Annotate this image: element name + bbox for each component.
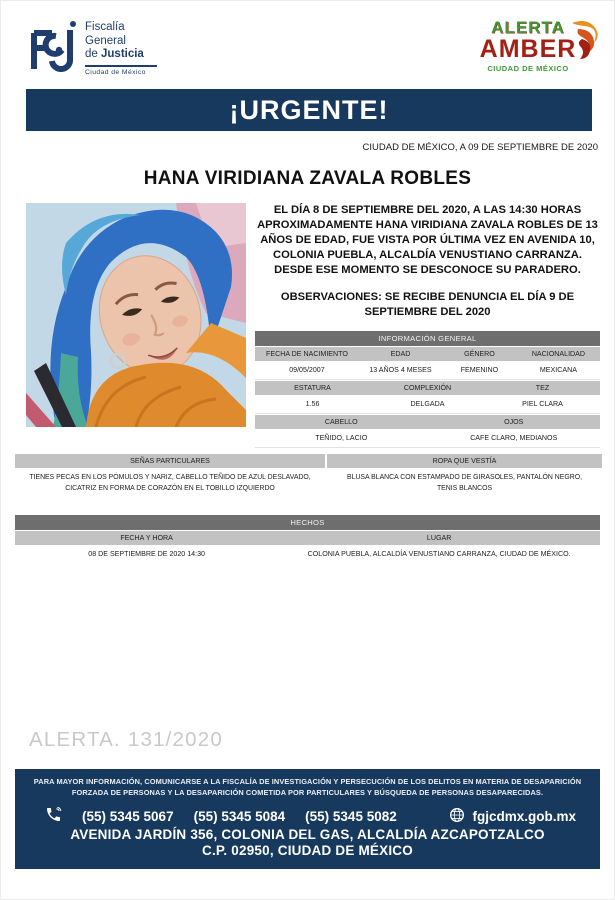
main-row [26, 203, 600, 448]
footer-address-line2: C.P. 02950, CIUDAD DE MÉXICO [202, 843, 413, 859]
amber-city-text: CIUDAD DE MÉXICO [487, 64, 569, 73]
fgj-line2: General [85, 34, 126, 47]
label-tez: TEZ [485, 380, 600, 396]
informacion-general-title: INFORMACIÓN GENERAL [255, 331, 600, 346]
label-edad: EDAD [359, 346, 442, 362]
label-fecha-nacimiento: FECHA DE NACIMIENTO [255, 346, 359, 362]
informacion-general-table [255, 331, 600, 448]
fgj-city-label: Ciudad de México [85, 68, 146, 76]
table-row [15, 453, 600, 469]
amber-alerta-text: ALERTA [491, 18, 565, 37]
fgj-line1: Fiscalía [85, 21, 125, 33]
value-senas-particulares: TIENES PECAS EN LOS PÓMULOS Y NARIZ, CABELLO TEÑIDO DE AZUL DESLAVADO, CICATRIZ EN FORMA DE CORAZÓN EN EL TOBILLO IZQUIERDO [15, 469, 325, 499]
table-row [15, 546, 600, 564]
table-row [255, 380, 600, 396]
amber-swoosh-icon [562, 15, 604, 66]
amber-amber-text: AMBER [479, 35, 577, 63]
senas-particulares-section [15, 453, 600, 499]
value-estatura: 1.56 [255, 396, 370, 414]
website-url: fgjcdmx.gob.mx [472, 808, 576, 824]
hechos-title: HECHOS [15, 515, 600, 530]
details-column [255, 203, 600, 448]
value-edad: 13 AÑOS 4 MESES [359, 362, 442, 380]
missing-person-photo [26, 203, 246, 427]
globe-icon [449, 807, 465, 826]
label-estatura: ESTATURA [255, 380, 370, 396]
alerta-amber-logo [470, 19, 600, 73]
table-row [15, 530, 600, 546]
label-genero: GÉNERO [442, 346, 517, 362]
footer [15, 769, 600, 869]
fgj-divider [85, 65, 157, 67]
value-lugar: COLONIA PUEBLA, ALCALDÍA VENUSTIANO CARRANZA, CIUDAD DE MÉXICO. [278, 546, 600, 564]
label-complexion: COMPLEXIÓN [370, 380, 485, 396]
label-ojos: OJOS [428, 414, 601, 430]
table-row [15, 469, 600, 499]
value-fecha-nacimiento: 09/05/2007 [255, 362, 359, 380]
header [1, 1, 614, 87]
observations: OBSERVACIONES: SE RECIBE DENUNCIA EL DÍA 9 DE SEPTIEMBRE DEL 2020 [280, 291, 575, 319]
label-senas-particulares: SEÑAS PARTICULARES [15, 453, 325, 469]
phone-number-1: (55) 5345 5067 [82, 808, 174, 824]
footer-contact-row [15, 806, 600, 826]
table-row [255, 396, 600, 414]
person-name: HANA VIRIDIANA ZAVALA ROBLES [143, 168, 472, 189]
phone-icon [45, 806, 62, 826]
table-row [255, 430, 600, 448]
fgj-logo-text [85, 17, 157, 76]
hechos-section [15, 515, 600, 564]
footer-website [449, 807, 576, 826]
table-row [255, 346, 600, 362]
footer-phones [45, 806, 397, 826]
value-nacionalidad: MEXICANA [517, 362, 600, 380]
fgj-line3: de Justicia [85, 48, 144, 61]
phone-number-3: (55) 5345 5082 [305, 808, 397, 824]
alert-number: ALERTA. 131/2020 [29, 728, 223, 751]
footer-info-text: PARA MAYOR INFORMACIÓN, COMUNICARSE A LA FISCALÍA DE INVESTIGACIÓN Y PERSECUCIÓN DE LOS DELITOS EN MATERIA DE DESAPARICIÓN FORZADA DE PERSONAS Y LA DESAPARICIÓN COMETIDA POR PARTICULARES Y BÚSQUEDA DE PERSONAS DESAPARECIDAS. [33, 777, 582, 797]
incident-description: EL DÍA 8 DE SEPTIEMBRE DEL 2020, A LAS 14:30 HORAS APROXIMADAMENTE HANA VIRIDIANA ZAVALA ROBLES DE 13 AÑOS DE EDAD, FUE VISTA POR ÚLTIMA VEZ EN AVENIDA 10, COLONIA PUEBLA, ALCALDÍA VENUSTIANO CARRANZA. DESDE ESE MOMENTO SE DESCONOCE SU PARADERO. [257, 204, 598, 276]
table-row [255, 362, 600, 380]
fgj-monogram-icon [26, 17, 78, 80]
value-ropa-que-vestia: BLUSA BLANCA CON ESTAMPADO DE GIRASOLES, PANTALÓN NEGRO, TENIS BLANCOS [327, 469, 602, 499]
value-complexion: DELGADA [370, 396, 485, 414]
label-nacionalidad: NACIONALIDAD [517, 346, 600, 362]
fgj-logo [26, 17, 157, 80]
value-genero: FEMENINO [442, 362, 517, 380]
label-fecha-y-hora: FECHA Y HORA [15, 530, 278, 546]
date-line: CIUDAD DE MÉXICO, A 09 DE SEPTIEMBRE DE 2020 [362, 142, 598, 153]
value-cabello: TEÑIDO, LACIO [255, 430, 428, 448]
urgent-banner: ¡URGENTE! [26, 89, 592, 131]
value-fecha-y-hora: 08 DE SEPTIEMBRE DE 2020 14:30 [15, 546, 278, 564]
phone-number-2: (55) 5345 5084 [193, 808, 286, 824]
footer-address-line1: AVENIDA JARDÍN 356, COLONIA DEL GAS, ALCALDÍA AZCAPOTZALCO [70, 827, 545, 843]
label-cabello: CABELLO [255, 414, 428, 430]
value-tez: PIEL CLARA [485, 396, 600, 414]
value-ojos: CAFE CLARO, MEDIANOS [428, 430, 601, 448]
table-row [255, 414, 600, 430]
label-lugar: LUGAR [278, 530, 600, 546]
label-ropa-que-vestia: ROPA QUE VESTÍA [327, 453, 602, 469]
